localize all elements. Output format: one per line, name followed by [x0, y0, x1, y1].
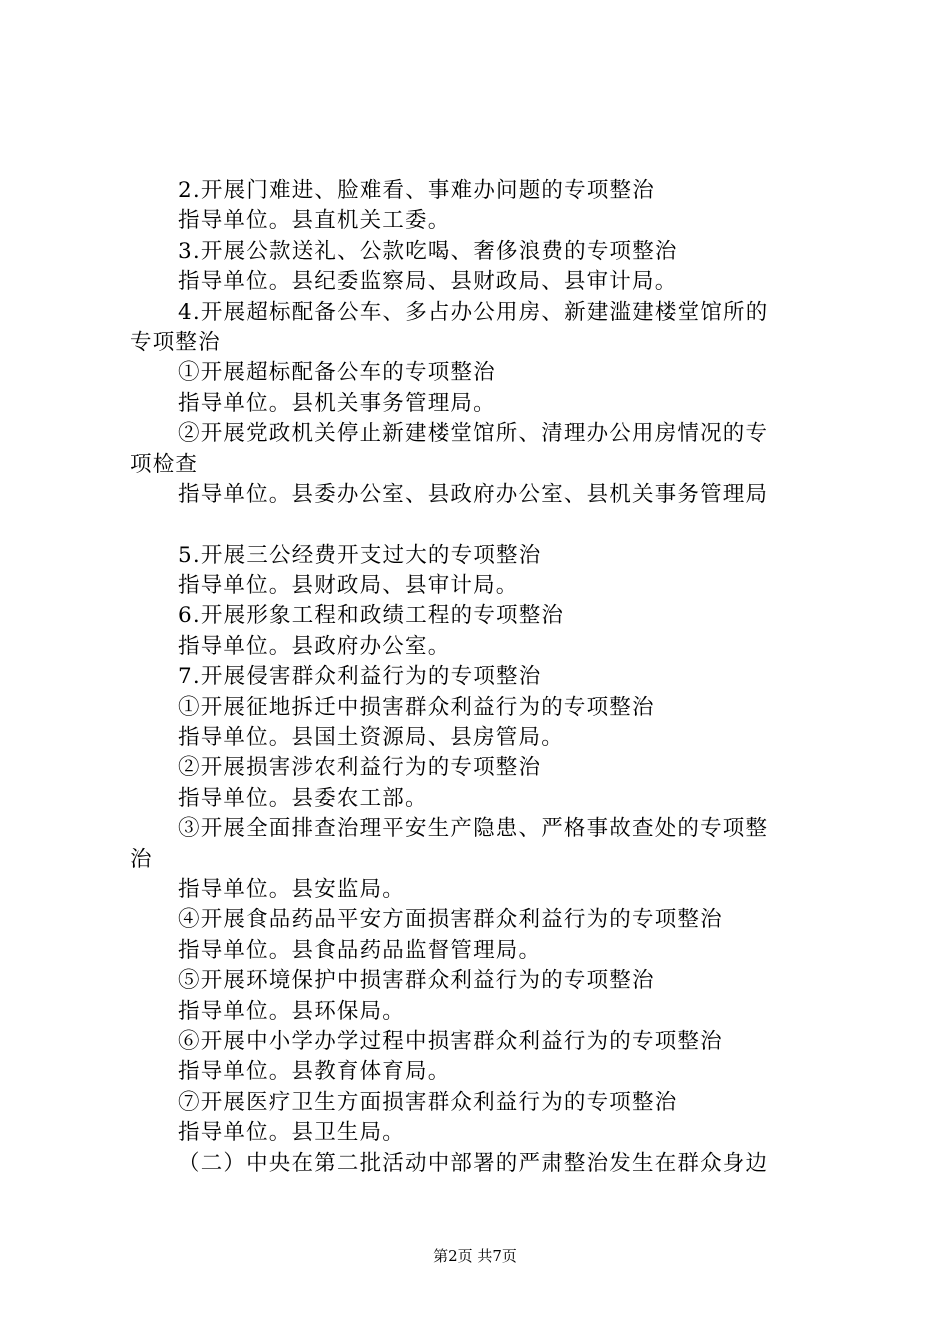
paragraph-line: 指导单位。县委办公室、县政府办公室、县机关事务管理局 — [178, 481, 769, 507]
paragraph-line: ①开展超标配备公车的专项整治 — [178, 360, 496, 386]
paragraph-line: 指导单位。县教育体育局。 — [178, 1059, 451, 1085]
paragraph-line: 专项整治 — [130, 329, 221, 355]
paragraph-line: ①开展征地拆迁中损害群众利益行为的专项整治 — [178, 694, 655, 720]
paragraph-line: ②开展损害涉农利益行为的专项整治 — [178, 755, 542, 781]
paragraph-line: 指导单位。县直机关工委。 — [178, 208, 451, 234]
document-body — [130, 176, 835, 1179]
paragraph-line: 指导单位。县纪委监察局、县财政局、县审计局。 — [178, 269, 678, 295]
paragraph-line: 项检查 — [130, 451, 199, 477]
paragraph-line: 指导单位。县食品药品监督管理局。 — [178, 937, 542, 963]
paragraph-line: 指导单位。县安监局。 — [178, 876, 406, 902]
paragraph-line: 6.开展形象工程和政绩工程的专项整治 — [178, 603, 565, 629]
paragraph-line: ④开展食品药品平安方面损害群众利益行为的专项整治 — [178, 907, 723, 933]
paragraph-line: 指导单位。县政府办公室。 — [178, 633, 451, 659]
paragraph-line: 指导单位。县环保局。 — [178, 998, 406, 1024]
paragraph-line: ⑥开展中小学办学过程中损害群众利益行为的专项整治 — [178, 1028, 723, 1054]
paragraph-line: 指导单位。县卫生局。 — [178, 1120, 406, 1146]
page-footer: 第2页 共7页 — [433, 1247, 517, 1265]
paragraph-line: ⑤开展环境保护中损害群众利益行为的专项整治 — [178, 968, 655, 994]
paragraph-line: 指导单位。县机关事务管理局。 — [178, 390, 496, 416]
paragraph-line — [130, 510, 835, 540]
paragraph-line: 治 — [130, 846, 153, 872]
paragraph-line: ③开展全面排查治理平安生产隐患、严格事故查处的专项整 — [178, 816, 769, 842]
paragraph-line: 7.开展侵害群众利益行为的专项整治 — [178, 664, 542, 690]
paragraph-line: 指导单位。县财政局、县审计局。 — [178, 573, 519, 599]
paragraph-line: 3.开展公款送礼、公款吃喝、奢侈浪费的专项整治 — [178, 238, 678, 264]
paragraph-line: 5.开展三公经费开支过大的专项整治 — [178, 542, 542, 568]
paragraph-line: 4.开展超标配备公车、多占办公用房、新建滥建楼堂馆所的 — [178, 299, 769, 325]
paragraph-line: 2.开展门难进、脸难看、事难办问题的专项整治 — [178, 178, 655, 203]
paragraph-line: ②开展党政机关停止新建楼堂馆所、清理办公用房情况的专 — [178, 421, 769, 447]
paragraph-line: （二）中央在第二批活动中部署的严肃整治发生在群众身边 — [178, 1150, 769, 1176]
paragraph-line: 指导单位。县委农工部。 — [178, 785, 428, 811]
paragraph-line: 指导单位。县国土资源局、县房管局。 — [178, 725, 564, 751]
paragraph-line: ⑦开展医疗卫生方面损害群众利益行为的专项整治 — [178, 1089, 678, 1115]
